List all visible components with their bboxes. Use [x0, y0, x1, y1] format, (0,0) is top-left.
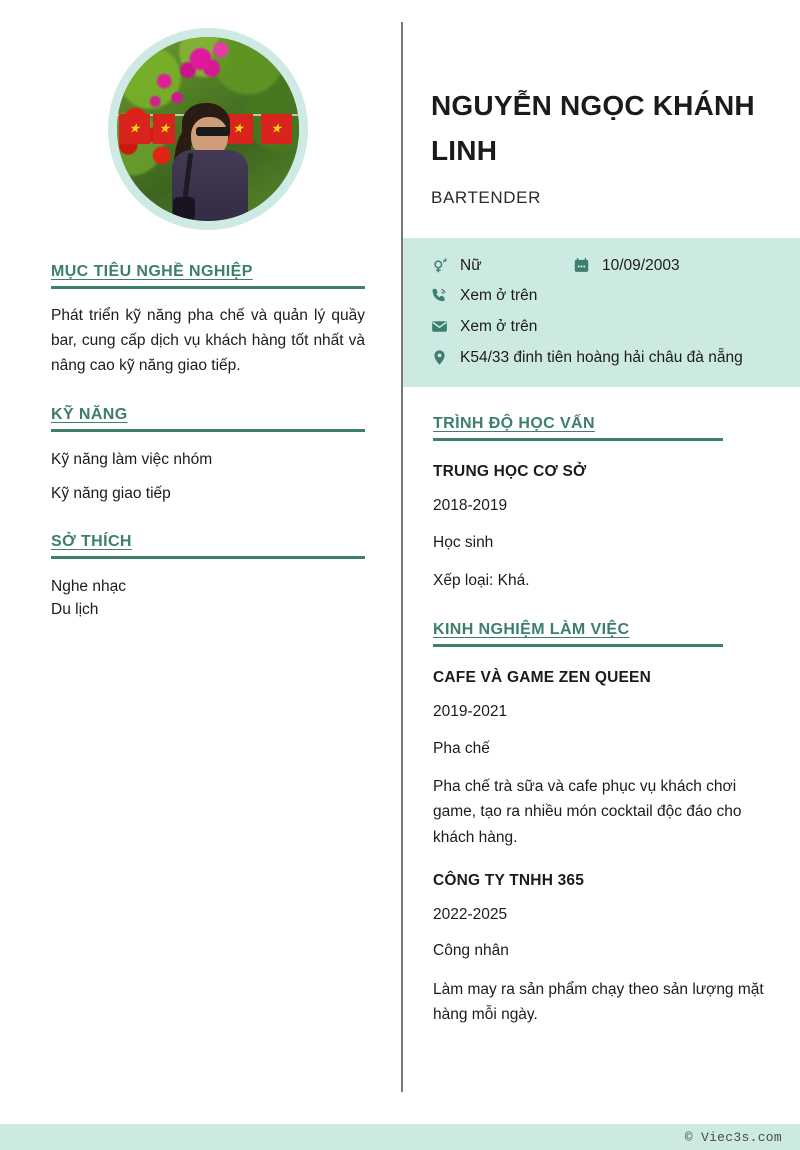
experience-company: CÔNG TY TNHH 365: [433, 871, 585, 889]
location-pin-icon: [429, 349, 449, 366]
experience-desc: Làm may ra sản phẩm chạy theo sản lượng mặt hàng mỗi ngày.: [433, 980, 764, 1023]
gender-value: Nữ: [460, 256, 482, 274]
contact-phone: [429, 285, 537, 307]
section-objective: [51, 263, 365, 378]
name-block: [403, 0, 800, 208]
page-title: NGUYỄN NGỌC KHÁNH LINH: [431, 90, 755, 166]
hobbies-heading: SỞ THÍCH: [51, 532, 132, 550]
objective-heading-rule: [51, 286, 365, 289]
calendar-icon: [571, 257, 591, 274]
section-experience: [403, 621, 800, 1026]
gender-icon: [429, 257, 449, 274]
photo-person: [172, 103, 248, 221]
contact-birthday: [571, 255, 680, 277]
hobbies-heading-rule: [51, 556, 365, 559]
avatar: [108, 28, 308, 230]
email-value: Xem ở trên: [460, 317, 538, 335]
envelope-icon: [429, 318, 449, 335]
education-heading: TRÌNH ĐỘ HỌC VẤN: [433, 415, 595, 433]
footer: [0, 1124, 800, 1150]
experience-heading-rule: [433, 644, 723, 647]
job-title: BARTENDER: [431, 187, 541, 207]
objective-heading: MỤC TIÊU NGHỀ NGHIỆP: [51, 263, 253, 280]
contact-email: [429, 316, 537, 338]
experience-desc: Pha chế trà sữa và cafe phục vụ khách chơi game, tạo ra nhiều món cocktail độc đáo cho khách hàng.: [433, 778, 742, 846]
experience-heading: KINH NGHIỆM LÀM VIỆC: [433, 621, 630, 639]
contact-row: [429, 316, 778, 338]
experience-period: 2019-2021: [433, 703, 508, 721]
section-hobbies: [51, 533, 365, 620]
experience-period: 2022-2025: [433, 905, 508, 923]
objective-text: Phát triển kỹ năng pha chế và quản lý quầy bar, cung cấp dịch vụ khách hàng tốt nhất và nâng cao kỹ năng giao tiếp.: [51, 307, 365, 375]
list-item: Kỹ năng làm việc nhóm: [51, 451, 213, 469]
profile-photo: [117, 37, 299, 221]
address-value: K54/33 đinh tiên hoàng hải châu đà nẵng: [460, 348, 743, 366]
contact-row: [429, 347, 778, 369]
experience-role: Công nhân: [433, 942, 509, 960]
right-column: [403, 0, 800, 1092]
contact-address: [429, 347, 743, 369]
list-item: Du lịch: [51, 600, 99, 618]
education-school: TRUNG HỌC CƠ SỞ: [433, 463, 587, 481]
education-heading-rule: [433, 438, 723, 441]
education-period: 2018-2019: [433, 497, 508, 515]
education-entry: [433, 463, 770, 593]
section-education: [403, 415, 800, 593]
experience-entry: [433, 669, 770, 849]
experience-role: Pha chế: [433, 739, 490, 757]
experience-entry: [433, 872, 770, 1027]
phone-value: Xem ở trên: [460, 287, 538, 305]
list-item: Nghe nhạc: [51, 577, 126, 595]
phone-icon: [429, 287, 449, 304]
education-desc: Xếp loại: Khá.: [433, 572, 530, 590]
left-column: [0, 0, 401, 1092]
copyright-text: © Viec3s.com: [684, 1129, 782, 1145]
skills-heading: KỸ NĂNG: [51, 406, 128, 424]
contact-block: [403, 238, 800, 388]
skills-heading-rule: [51, 429, 365, 432]
contact-row: [429, 285, 778, 307]
contact-row: [429, 255, 778, 277]
contact-gender: [429, 255, 571, 277]
birthday-value: 10/09/2003: [602, 256, 680, 274]
section-skills: [51, 406, 365, 504]
experience-company: CAFE VÀ GAME ZEN QUEEN: [433, 669, 651, 687]
list-item: Kỹ năng giao tiếp: [51, 485, 171, 503]
education-role: Học sinh: [433, 533, 494, 551]
